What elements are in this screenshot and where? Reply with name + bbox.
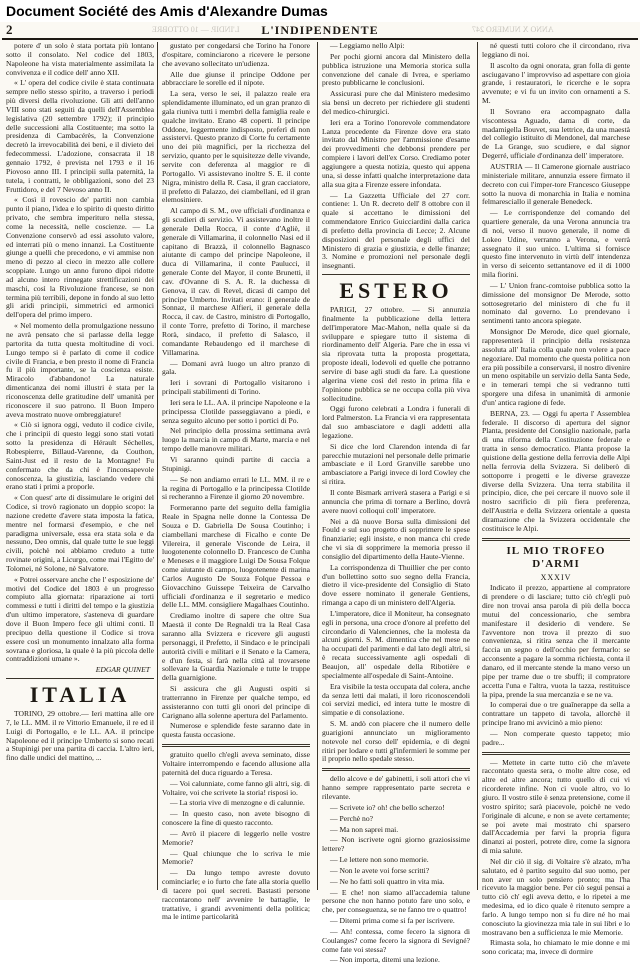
article-paragraph: L'imperatore, dice il Moniteur, ha consegnato egli in persona, una croce d'onore al prefetto del circondario di Valenciennes, che la molesta da alcuni giorni. S. M. dimentica che nel mese ne ha occupati del parimenti e dal lato degli altri, si è recata successivamente agli ospedali di Beaujon, all' ospedale della Ribotière e specialmente all'ospedale di Saint-Antoine. — [322, 608, 470, 680]
column-3 — [322, 41, 470, 965]
article-paragraph: « Potrei osservare anche che l' esposizione de' motivi del Codice del 1803 è un progresso compiuto alla giornata: riparazione ai torti commessi e tutti i diritti del tempo e la giustizia d'un ultimo imperatore, s'asteneva di guardare dove il Buon Impero fece gli ultimi conti. Il precipuo della questione il Codice si trova essere così un monumento innalzato alla forma sovrana e gloriosa, la quale è la più piccola delle contraddizioni umane ». — [6, 574, 154, 664]
feuilleton-paragraph: Indicato il prezzo, appartiene al compratore di prendere o di lasciare; tutto ciò ch'egli può dire non trovai ansa parola di più della bocca mutui del concessionario, che sembra manifestare il desiderio di vendere. Se l'avventore non trova il prezzo di suo convenienza, si ritira senza che il mercante faccia un segno o dell'occhio per fermarlo: se acconsente a pagare la somma richiesta, conta il danaro, ed il mercante stende la mano verso un pipe per trarne due o tre sbuffi; il compratore accetta l'una e l'altra, vuota la tazza, restituisce la pipa, prende la sua mercanzia e se ne va. — [482, 583, 630, 699]
feuilleton-paragraph: — Scrivete io? oh! che bello scherzo! — [330, 802, 445, 812]
article-paragraph: Nei a dà nuove Borsa sulla dimissioni del Fould e sul suo progetto di sopprimere le spese finanziarie; egli insiste, e non manca chi crede che vi sia di sopprimere la memoria presso il consiglio del dipartimento della Haute-Vienne. — [322, 516, 470, 561]
section-heading-italia: ITALIA — [29, 682, 131, 708]
article-paragraph: — L' Union franc-comtoise pubblica sotto la dimissione del monsignor De Merode, sotto sottosegretario del ministero di che fu il nominato dal governo. Lo prendevano i sentimenti tanto ancora spiegate. — [482, 280, 630, 326]
feuilleton-paragraph: — Non importa, ditemi una lezione. — [330, 955, 440, 965]
article-paragraph: — Se non andiamo errati le LL. MM. il re e la regina di Portogallo e la principessa Clotilde si recheranno a Firenze il giorno 20 novembre. — [162, 474, 310, 502]
bleed-through-text-left: L'INDIP. — 10 OTTOBRE — [152, 25, 240, 34]
feuilleton-paragraph: Io comperai due o tre guaînerappe da sella a contrattare un tappeto di tavola, allorchè il principe Irano mi avvicinò a mio pieno: — [482, 700, 630, 728]
article-paragraph: « Così il rovescio de' partiti non cambia punto il piano, l'idea e lo spirito di questo diritto privato, che sembra imperituro nella stessa, come la necessità, nelle coscienze. — La Convenzione conservò ad essi assoluto valore, ed interrati più o meno innanzi. La Costituente giunge a quelli che precedono, e vi ammise non meno di pezzo al cieco in mezzo alle collere scoppiate. Lungo un anno furono dipoi ridotte ad alcuno intero rinnegate strettificazioni dei maschi, così la Rivoluzione francese, se non termina più terribili, depone in fondo al suo letto gli aridi principii, simmetrici ed armonici dell'opera del primo impero. — [6, 195, 154, 320]
column-divider — [157, 42, 158, 890]
article-paragraph: La corrispondenza di Thuillier che per conto d'un bollettino sotto suo segno della Francia, dietro il vice-presidente del Consiglio di Stato dove essere nominato il generale Gentiens, rimanga a capo di un ministero dell'Algeria. — [322, 562, 470, 608]
article-paragraph: Per pochi giorni ancora dal Ministero della pubblica istruzione una Memoria storica sulla convenzione del canale di Ivrea, e speriamo presto pubblicarne le conclusioni. — [322, 51, 470, 88]
article-paragraph: « Ciò si ignora oggi, veduto il codice civile, che i principii di questo leggi sono stati votati sotto la presidenza di Hérault Séchelles, Robespierre, Billaud-Varenne, da Couthon, Saint-Just ed il resto de la Montagne! Fu confermato che da chi è l'inconsapevole conoscenza, la giustizia, lasciando vedere chi erano stati i primi a proporle. — [6, 420, 154, 492]
article-paragraph: « Con quest' arte di dissimulare le origini del Codice, si trovò ragionato un doppio scopo: la nazione credette d'avere stata imposta la fatica, mentre nel formarsi d'esempio, e che nel paradigma universale, essa era stata sola e da nessuno, Deo omnis, dal quale tutte le sue leggi civili, poichè noi abbiamo creduto a tutte rovinate origini, a Licurgo, come mai l'Egitto de' Tolomei, né Solone, nè Salvatore. — [6, 493, 154, 573]
page-number: 2 — [6, 22, 13, 37]
feuilleton-paragraph: gratuito quello ch'egli aveva seminato, disse Voltaire interrompendo e facendo allusione alla paternità del duca riguardo a Teresa. — [162, 750, 310, 777]
document-banner: Document Société des Amis d'Alexandre Dumas — [0, 0, 640, 22]
section-divider — [6, 678, 154, 679]
article-paragraph: Si assicura che gli Augusti ospiti si tratterranno in Firenze per qualche tempo, ed assisteranno con tutti gli onori del principe di Carignano alla solenne apertura del Parlamento. — [162, 684, 310, 720]
section-divider — [482, 538, 630, 541]
feuilleton-paragraph: — Avrò il piacere di leggerlo nelle vostre Memorie? — [162, 828, 310, 847]
article-paragraph: Si dice che lord Clarendon intenda di far parecchie mutazioni nel personale delle primarie ambasciate e il Lord Granville sarebbe uno ambasciatore a Parigi invece di lord Cowley che si ritira. — [322, 441, 470, 487]
article-paragraph: Ieri era a Torino l'onorevole commendatore Lanza procedente da Firenze dove era stato invitato dal Ministro per l'ammissione d'esame dei provvedimenti che debbonsi prendere per compiere i lavori dell'ex Corso. Crediamo poter aggiungere a questa notizia, questo qui appena una, si desse infatti qualche interpretazione data alla sua gita a Firenze essere infondata. — [322, 117, 470, 189]
feuilleton-paragraph: — La storia vive di menzogne e di calunnie. — [170, 798, 305, 808]
feuilleton-paragraph: — Qual chiunque che lo scriva le mie Memorie? — [162, 848, 310, 867]
section-heading-estero: ESTERO — [339, 278, 453, 304]
article-paragraph: — Le corrispondenze del comando del quartiere generale, da una Verona annuncia tra di noi, verso il nuovo generale, il nome di Lokeo Udine, verranno a Verona, e verrà assegnato il suo unico. L'ultima si fornisce questo fine intervenuto in virtù dell' intendenza in verso di seicento settantanove ed il di 1000 mila fiorini. — [482, 208, 630, 280]
article-paragraph: Numerose e splendide feste saranno date in questa fausta occasione. — [162, 721, 310, 740]
feuilleton-divider — [322, 768, 470, 771]
article-paragraph: Monsignor De Merode, dice quel giornale, rappresenterà il principio della resistenza assoluta all' Italia colla quale non volere a pace negoziare. Dal momento che questa politica non era più possibile a conservarsi, il nostro divenire un meno ospitabile un servizio della Santa Sede, e in temerari tempi che si vedranno tutti sporgere una difesa in unanimità di armonie d'un' antica ragione di fede. — [482, 327, 630, 407]
article-paragraph: — Leggiamo nello Alpi: — [330, 41, 405, 50]
article-paragraph: Il conte Bismark arriverà stasera a Parigi e si annuncia che prima di tornare a Berlino, dovrà avere nuovi colloqui coll' imperatore. — [322, 487, 470, 515]
feuilleton-paragraph: — Perchè no? — [330, 813, 374, 823]
column-2 — [162, 41, 310, 922]
article-paragraph: Il Sovrano era accompagnato dalla viscontessa Aguado, dama di corte, da madamigella Bouvet, sua lettrice, da una maestà del collegio istituito di Mendonel, dal marchese de La Grange, suo scudiere, e dal signor Degerré, ufficiale d'ordinanza dell' imperatore. — [482, 106, 630, 161]
article-paragraph: potere d' un solo è stata portata più lontano sotto il consolato. Nel codice del 1803, Napoleone ha vista materialmente assimilata la convivenza e il codice dell' anno XII. — [6, 41, 154, 77]
feuilleton-heading: IL MIO TROFEO D'ARMI — [506, 544, 606, 570]
article-paragraph: Il ascolto da ogni onorata, gran folla di gente asciugavano l' improvviso ad aspettare con gioia grande, i restauratori, le ricerche e le sopra avvenute; e vi fu un invito con ornamenti a S. M. — [482, 60, 630, 106]
feuilleton-divider — [482, 752, 630, 755]
article-paragraph: Al campo di S. M., ove ufficiali d'ordinanza e gli scudieri di servizio. Vi assistevano inoltre il generale Della Rocca, il conte d'Agliè, il generale di Villamarina, il colonnello Nasi ed il capitano di Brazzà, il colonnello Bagnasco aiutante di campo del principe Napoleone, il duca di Villamarina, il conte Paulucci, il generale Conte del Mayor, il conte Brunetti, il cav. d'Ovanne di S. A. R. la duchessa di Genova, il cav. di Revel, dicasi di campo del principe Umberto. Invitati erano: il generale de Sonnaz, il marchese Alfieri, il generale della Rocca, il cav. de Castro, ministro di Portogallo, il conte Torre, prefetto di Torino, il marchese Rorà, sindaco, il prefetto di Salasco, il comandante Rebaudengo ed il marchese di Villamarina. — [162, 206, 310, 357]
section-divider — [322, 274, 470, 275]
column-4 — [482, 41, 630, 957]
feuilleton-paragraph: — Non le avete voi forse scritti? — [330, 865, 430, 875]
feuilleton-paragraph: Nel dir ciò il sig. di Voltaire s'è alzato, m'ha salutato, ed è partito seguito dal suo uomo, per non aver un solo pensiero pronto; ma l'ha ricevuto la maggior bene. Per ciò seguì pensai a tutto ciò ch' egli aveva detto, e lo ripetei a me medesima, ed io dico quale è ritenuto sempre a farlo. A lungo tempo non si fu dire né ho mai conosciuto la giovinezza mia tale in sui libri e lo mostravano ben a sufficienza le mie Memorie. — [482, 856, 630, 937]
newspaper-title: L'INDIPENDENTE — [261, 23, 379, 37]
article-paragraph: Nel principio della prossima settimana avrà luogo la marcia in campo di Marte, marcia e nel tempo delle manovre militari. — [162, 426, 310, 454]
feuilleton-paragraph: dello alcove e de' gabinetti, i soli attori che vi hanno sempre rappresentato parte secreta e rilevante. — [322, 774, 470, 801]
feuilleton-paragraph: — Mettete in carte tutto ciò che m'avete raccontato questa sera, o molte altre cose, ed altre ed altre ancora; tutto quello di cui vi ricorderete infine. Non ci vuole altro, vo lo giuro. Il vostro stile è senza pretensione, come il vostro spirito; sarà piacevole, poichè ne vedo l'originale di alcune, e non se avete certamente; se poi avete mai mostrato chi sparsero dall'Accademia per farvi la propria figura dinanzi ai posteri, potrete dire, come la signora di mia salute. — [482, 757, 630, 856]
article-paragraph: Era visibile la testa occupata dal colera, anche da senza letti dai malati, il loro riconoscendoli coi servizi medici, ed intera tutte le mostre di simpatie e di consolazione. — [322, 681, 470, 718]
author-signature: EDGAR QUINET — [95, 665, 150, 675]
article-paragraph: Ieri i sovrani di Portogallo visitarono i principali stabilimenti di Torino. — [162, 378, 310, 397]
feuilleton-paragraph: — Voi calunniate, come fanno gli altri, sig. di Voltaire, voi che scrivete la storia! risposi io. — [162, 778, 310, 797]
article-paragraph: BERNA, 23. — Oggi fu aperta l' Assemblea federale. Il discorso di apertura del signor Planta, presidente del Consiglio nazionale, parla di una riforma della Costituzione federale e tratta in senso democratico. Planta propose la quistione della gestione della ferrovia delle Alpi nella ferrovia della Svizzera. Si deliberò di sottoporre i progetti e le diverse gravezze diverse della Svizzera. Una terra stabilita il principio, dice, che pei cercare il nuovo sole il nostro sacrificio di più fiera preferenza, dell'Austria e della Svizzera orientale a questa diramazione che la Svizzera occidentale che costituisce le Alpi. — [482, 408, 630, 533]
feuilleton-paragraph: — Le lettere non sono memorie. — [330, 855, 429, 865]
article-paragraph: PARIGI, 27 ottobre. — Si annunzia finalmente la pubblicazione della lettera dell'imperatore Mac-Mahon, nella quale si da sviluppare e spiegare tutto il sistema di riordinamento dell' Algeria. Pare che in essa vi sia riprovata tutta la proposta progettata, proposte ideali, lodevoli ed quelle che potranno servire di base agli studi da fare. La questione algerina viene così del resto in prima fila e l'opinione pubblica se ne occupa colla più viva sollecitudine. — [322, 305, 470, 403]
article-paragraph: Ieri sera le LL. AA. il principe Napoleone e la principessa Clotilde passeggiavano a piedi, e senza seguito alcuno per sotto i portici di Po. — [162, 397, 310, 425]
feuilleton-paragraph: — Ma non saprei mai. — [330, 824, 399, 834]
chapter-number: XXXIV — [540, 572, 572, 582]
column-divider — [477, 42, 478, 890]
article-paragraph: AUSTRIA — Il Camerone giornale austriaco ministeriale militare, annunzia essere firmato il decreto con cui l'imper-tore Francesco Giuseppe sotto la nuova di monarchia in Italia e nomina felmaresciallo il generale Benedeck. — [482, 161, 630, 207]
article-paragraph: Crediamo inoltre di sapere che oltre Sua Maestà il conte De Regnaldi tra la Real Casa saranno alla Svizzera e ricevere gli augusti personaggi, il Prefetto, il Sindaco e le principali autorità civili e militari e il Senato e la Camera, e d'un festa, si farà nella città al trovarsene sollevare la Guardia Nazionale e tutte le truppe della guarnigione. — [162, 611, 310, 683]
feuilleton-paragraph: — Da lungo tempo avreste dovuto cominciarle; e io furto che fate alla storia quello di tacere poi quel secreti. Bastasti persone raccontarono nell' avvenire le battaglie, le trattative, i grandi avvenimenti della politica; ma le intime particolarità — [162, 868, 310, 922]
feuilleton-paragraph: — Non iscrivete ogni giorno graziosissime lettere? — [322, 835, 470, 854]
article-paragraph: Alle due giunse il principe Oddone per abbracciare le sorelle ed il nipote. — [162, 69, 310, 88]
column-divider — [317, 42, 318, 890]
feuilleton-divider — [162, 744, 310, 747]
feuilleton-paragraph: — Ah! contessa, come fecero la signora di Coulanges? come fecero la signora di Sevigné? come fate voi stessa? — [322, 926, 470, 954]
article-paragraph: La sera, verso le sei, il palazzo reale era splendidamente illuminato, ed un gran pranzo di gala riuniva tutti i membri della famiglia reale e qualche invitato. Erano 48 coperti. Il principe Oddone, leggermente indisposto, preferì di non assistervi. Questo pranzo di Corte fu certamente uno dei più magnifici, per la ricchezza del servizio, quanto per le squisitezze delle vivande, servite con deferenza al maggior re di Portogallo. Vi assistevano inoltre S. E. il conte Nigra, ministro della R. Casa, il gran cacciatore, il prefetto di Palazzo, dei ciambellani, ed il gran elemosiniere. — [162, 89, 310, 205]
feuilleton-paragraph: — Ditemi prima come si fa per iscrivere. — [330, 916, 455, 926]
bleed-through-text-right: ANNO X NUMERO 247 — [472, 25, 554, 34]
article-paragraph: S. M. andò con piacere che il numero delle guarigioni annunciato un miglioramento notevole nel corso dell' epidemia, e di degni ritiri per lodare e tutti gl'infermieri le somme per il proprio nello spedale stesso. — [322, 719, 470, 764]
article-paragraph: — Domani avrà luogo un altro pranzo di gala. — [162, 358, 310, 377]
feuilleton-paragraph: — Ne ho fatti soli quattro in vita mia. — [330, 876, 445, 886]
feuilleton-paragraph: — E che! non siamo all'accademia talune persone che non hanno potuto fare uno solo, e che, per conseguenza, se ne fanno tre o quattro! — [322, 887, 470, 915]
article-paragraph: « Nel momento della promulgazione nessuno ne avrà pensato che si parlasse della legge partorita da tutta questa moltitudine di voci. Lungo tempo si è parlato di come il codice civile di Francia, e ben presto il nome di Francia fu il più importante, se la coscienza esiste. Miracolo d'abbandono! La naturale dimenticanza dei nomi illustri è stata per la riconoscenza delle gratitudine dell' umanità per riconoscere il suo patrono. Il Buon Impero aveva mostrato nuove ombreggiature! — [6, 321, 154, 419]
article-paragraph: Oggi furono celebrati a Londra i funerali di lord Palmerston. La Francia vi era rappresentata dal suo ambasciatore e dagli addetti alla legazione. — [322, 404, 470, 440]
feuilleton-paragraph: — Non comperate questo tappeto; mio padre... — [482, 728, 630, 747]
article-paragraph: Assicurasi pure che dal Ministero medesimo sia bensì un decreto per richiedere gli studenti del medico-chirurgici. — [322, 89, 470, 116]
feuilleton-paragraph: — In questo caso, non avete bisogno di conoscere la fine di questo racconto. — [162, 809, 310, 828]
article-paragraph: Vi saranno quindi partite di caccia a Stupinigi. — [162, 454, 310, 473]
feuilleton-paragraph: Rimasta sola, ho chiamato le mie donne e mi sono coricata; ma, invece di dormire — [482, 938, 630, 957]
article-paragraph: gustato per congedarsi che Torino ha l'onore d'ospitare, cominciarono a ricevere le persone che avevano sollecitato un'udienza. — [162, 41, 310, 68]
masthead — [2, 22, 638, 40]
article-paragraph: Formeranno parte del seguito della famiglia Reale in Spagna nelle donne la Contessa De Souza e D. Gabriella De Sousa Coutinho; i ciambellani marchese di Ficalho e conte De Vilereira, il generale Visconde de Leira, il luogotenente colonnello D. Francesco de Cunha e Meneses e il maggiore Luigi De Sousa Folque come aiutante di campo, luogotenente di marina Carlos Augusto De Souza Folque Pessoa e Giovacchino Guissepe Teixeira de Carvalho ufficiali d'ordinanza e il segretario e medico delle LL. MM. consigliere Magalhaes Coutinho. — [162, 503, 310, 610]
article-paragraph: « L' opera del codice civile è stata continuata sempre nello stesso spirito, a traverso i periodi più diversi della rivoluzione. Gli atti dell'anno VIII sono stati seguiti da quelli dell'Assemblea legislativa (20 settembre 1792); il principio delle successioni alla Costituente; ma sotto la presidenza di Cambacérès, la Convenzione decretò la irrevocabilità dei beni, e il divieto dei fedecommessi. L'adozione, consacrata il 18 gennaio 1792, è prevista nel 1793 e il 16 Piovoso anno III. I principii sulla paternità, la tutela, i contratti, le obbligazioni, sono del 23 Fruttidoro, e del 7 Nevoso anno II. — [6, 78, 154, 194]
article-paragraph: né questi tutti coloro che il circondano, riva leggiano di noi. — [482, 41, 630, 59]
article-paragraph: — La Gazzetta Ufficiale del 27 corr. contiene: 1. Un R. decreto dell' 8 ottobre con il quale si accettano le dimissioni del commendatore Enrico Guicciardini dalla carica di prefetto della provincia di Lecce; 2. Alcune disposizioni del personale degli uffici del Ministero di grazia e giustizia, e delle finanze; 3. Nomine e promozioni nel personale degli insegnanti. — [322, 190, 470, 271]
article-paragraph: TORINO, 29 ottobre.— Ieri mattina alle ore 7, le LL. MM. il re Vittorio Emanuele, il re ed il Luigi di Portogallo, e le LL. AA. il principe Napoleone ed il principe Umberto si sono recati a Stupinigi per una partita di caccia. L'altro ieri, fino dalle undici del mattino, ... — [6, 709, 154, 763]
column-1 — [6, 42, 154, 890]
